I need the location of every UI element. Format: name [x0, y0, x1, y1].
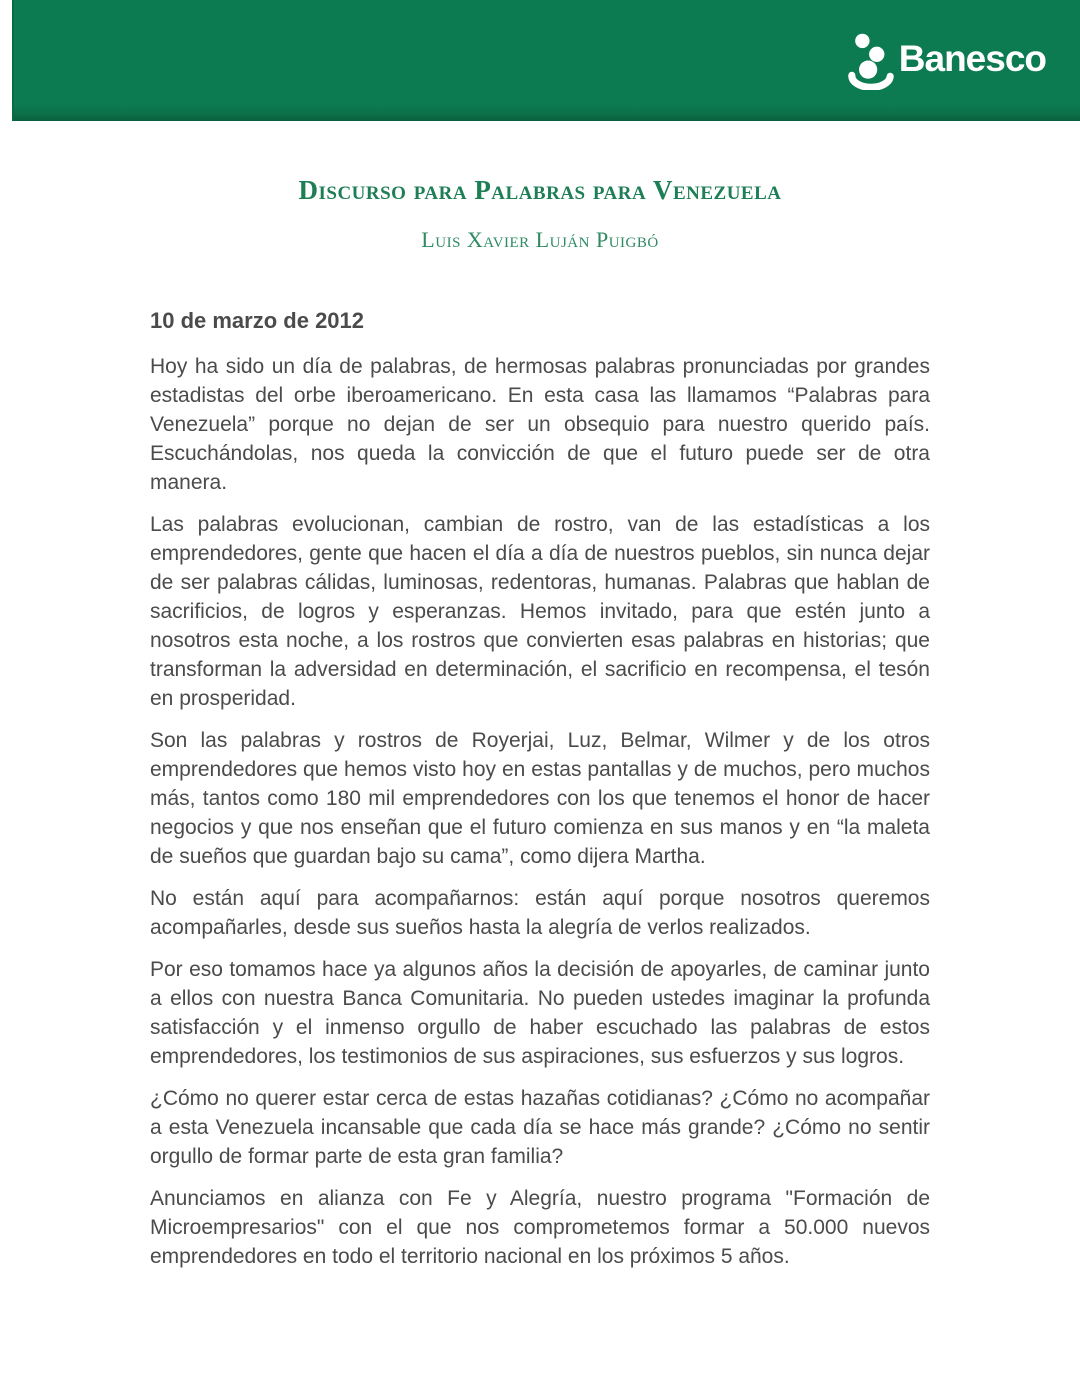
brand-name: Banesco — [898, 38, 1046, 79]
document-paragraphs — [150, 352, 930, 1271]
paragraph: Anunciamos en alianza con Fe y Alegría, nuestro programa "Formación de Microempresarios" con el que nos comprometemos formar a 50.000 nuevos emprendedores en todo el territorio nacional en los próximos 5 años. — [150, 1186, 930, 1268]
header-band — [12, 0, 1080, 121]
document-date: 10 de marzo de 2012 — [150, 307, 365, 333]
document-content — [150, 121, 930, 1284]
paragraph: Por eso tomamos hace ya algunos años la decisión de apoyarles, de caminar junto a ellos con nuestra Banca Comunitaria. No pueden ustedes imaginar la profunda satisfacción y el inmenso orgullo de haber escuchado las palabras de estos emprendedores, los testimonios de sus aspiraciones, sus esfuerzos y sus logros. — [150, 957, 930, 1068]
paragraph: Hoy ha sido un día de palabras, de hermosas palabras pronunciadas por grandes estadistas del orbe iberoamericano. En esta casa las llamamos “Palabras para Venezuela” porque no dejan de ser un obsequio para nuestro querido país. Escuchándolas, nos queda la convicción de que el futuro puede ser de otra manera. — [150, 354, 930, 494]
document-title: Discurso para Palabras para Venezuela — [298, 175, 782, 205]
paragraph: Son las palabras y rostros de Royerjai, Luz, Belmar, Wilmer y de los otros emprendedores que hemos visto hoy en estas pantallas y de muchos, pero muchos más, tantos como 180 mil emprendedores con los que tenemos el honor de hacer negocios y que nos enseñan que el futuro comienza en sus manos y en “la maleta de sueños que guardan bajo su cama”, como dijera Martha. — [150, 728, 930, 868]
paragraph: Las palabras evolucionan, cambian de rostro, van de las estadísticas a los emprendedores, gente que hacen el día a día de nuestros pueblos, sin nunca dejar de ser palabras cálidas, luminosas, redentoras, humanas. Palabras que hablan de sacrificios, de logros y esperanzas. Hemos invitado, para que estén junto a nosotros esta noche, a los rostros que convierten esas palabras en historias; que transforman la adversidad en determinación, el sacrificio en recompensa, el tesón en prosperidad. — [150, 512, 930, 710]
banesco-logo — [848, 32, 1046, 90]
banesco-drops-icon — [848, 32, 894, 90]
document-author: Luis Xavier Luján Puigbó — [421, 226, 659, 252]
paragraph: No están aquí para acompañarnos: están aquí porque nosotros queremos acompañarles, desde sus sueños hasta la alegría de verlos realizados. — [150, 886, 930, 939]
paragraph: ¿Cómo no querer estar cerca de estas hazañas cotidianas? ¿Cómo no acompañar a esta Venezuela incansable que cada día se hace más grande? ¿Cómo no sentir orgullo de formar parte de esta gran familia? — [150, 1086, 930, 1168]
